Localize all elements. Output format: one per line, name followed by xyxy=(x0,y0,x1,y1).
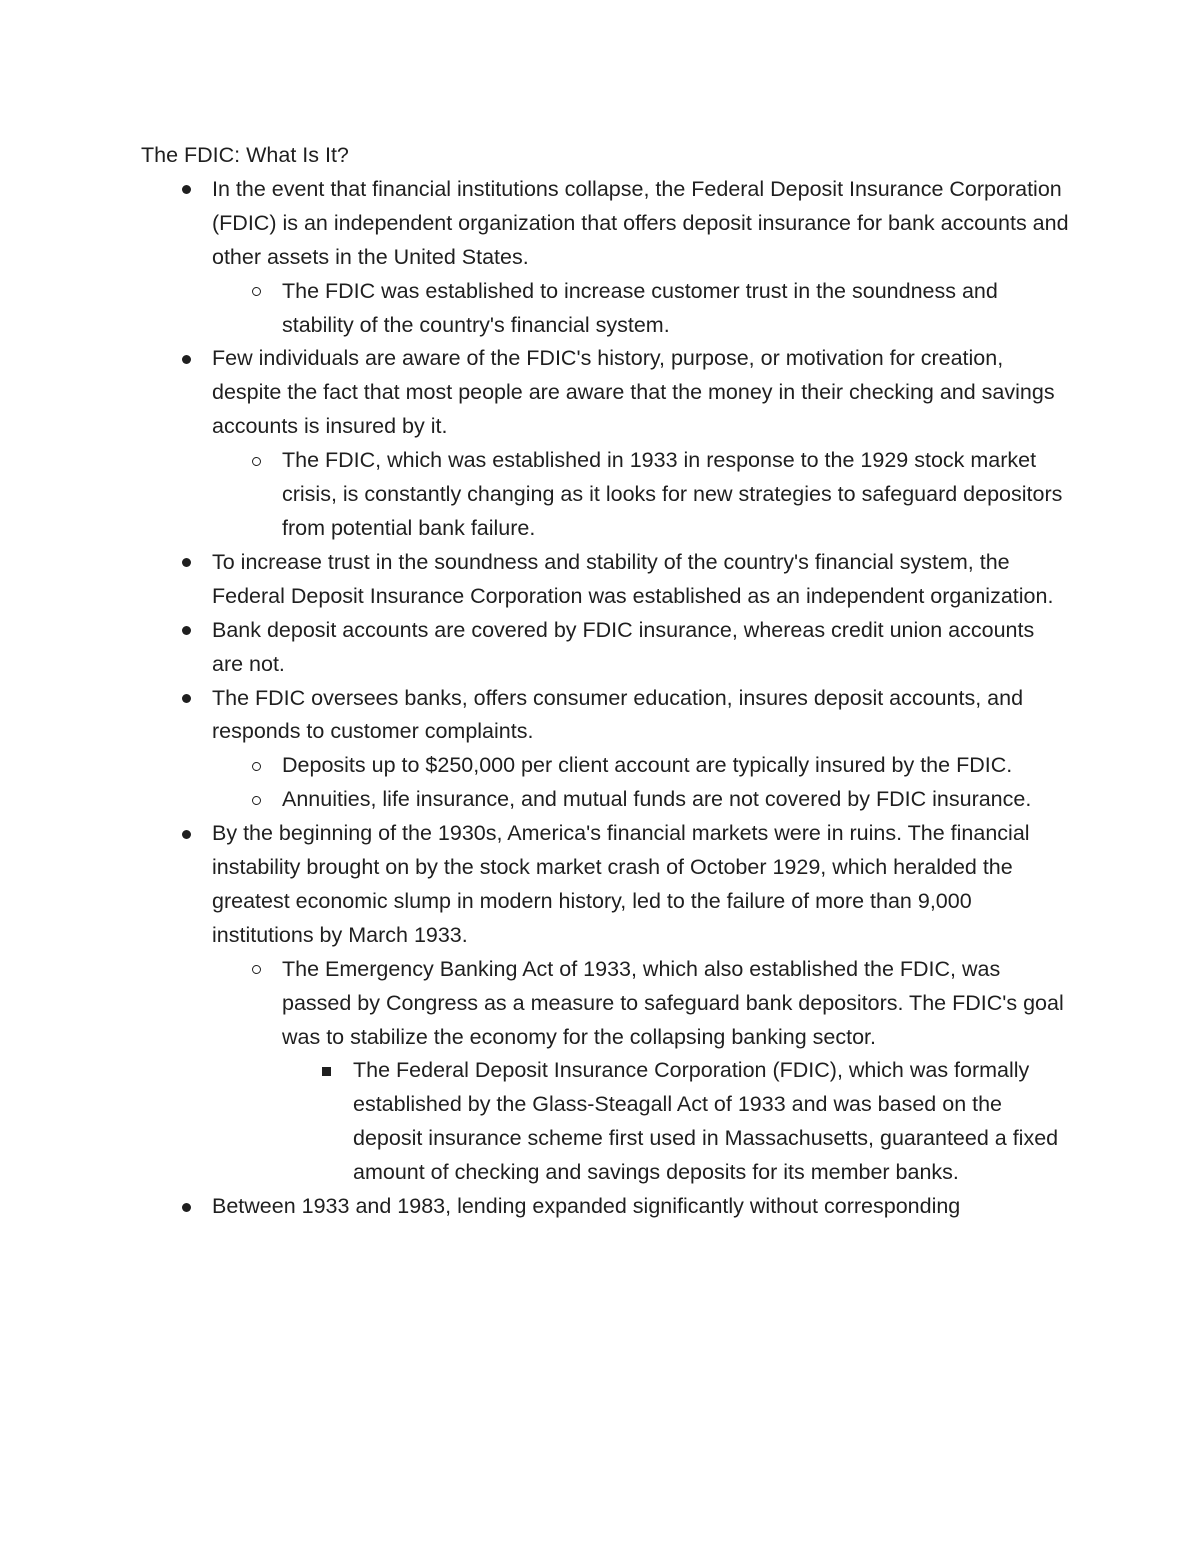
disc-bullet-icon xyxy=(178,1190,194,1224)
circle-bullet-icon xyxy=(248,953,264,987)
disc-bullet-icon xyxy=(178,173,194,207)
list-item xyxy=(141,614,1071,682)
list-item xyxy=(141,953,1071,1055)
list-item xyxy=(141,275,1071,343)
list-item xyxy=(141,783,1071,817)
list-item xyxy=(141,817,1071,953)
disc-bullet-icon xyxy=(178,546,194,580)
list-item-text: To increase trust in the soundness and stability of the country's financial system, the Federal Deposit Insurance Corporation was established as an independent organization. xyxy=(212,549,1054,608)
list-item-text: The FDIC oversees banks, offers consumer education, insures deposit accounts, and responds to customer complaints. xyxy=(212,685,1024,744)
list-item xyxy=(141,173,1071,275)
list-item-text: The Emergency Banking Act of 1933, which also established the FDIC, was passed by Congress as a measure to safeguard bank depositors. The FDIC's goal was to stabilize the economy for the collapsing banking sector. xyxy=(282,956,1064,1049)
disc-bullet-icon xyxy=(178,682,194,716)
list-item xyxy=(141,1190,1071,1224)
list-item xyxy=(141,444,1071,546)
list-item-text: By the beginning of the 1930s, America's financial markets were in ruins. The financial instability brought on by the stock market crash of October 1929, which heralded the greatest economic slump in modern history, led to the failure of more than 9,000 institutions by March 1933. xyxy=(212,821,1030,947)
list-item-text: Few individuals are aware of the FDIC's history, purpose, or motivation for creation, despite the fact that most people are aware that the money in their checking and savings accounts is insured by it. xyxy=(212,346,1055,439)
list-item xyxy=(141,546,1071,614)
list-item-text: In the event that financial institutions collapse, the Federal Deposit Insurance Corporation (FDIC) is an independent organization that offers deposit insurance for bank accounts and other assets in the United States. xyxy=(212,176,1069,269)
disc-bullet-icon xyxy=(178,614,194,648)
document-title: The FDIC: What Is It? xyxy=(141,143,349,167)
circle-bullet-icon xyxy=(248,749,264,783)
document-page xyxy=(141,139,1071,1224)
disc-bullet-icon xyxy=(178,817,194,851)
list-item-text: Bank deposit accounts are covered by FDIC insurance, whereas credit union accounts are not. xyxy=(212,617,1035,676)
list-item xyxy=(141,749,1071,783)
list-item-text: The FDIC was established to increase customer trust in the soundness and stability of the country's financial system. xyxy=(282,278,998,337)
list-item-text: The FDIC, which was established in 1933 in response to the 1929 stock market crisis, is constantly changing as it looks for new strategies to safeguard depositors from potential bank failure. xyxy=(282,448,1063,540)
circle-bullet-icon xyxy=(248,444,264,478)
list-item xyxy=(141,342,1071,444)
list-item-text: The Federal Deposit Insurance Corporation (FDIC), which was formally established by the Glass-Steagall Act of 1933 and was based on the deposit insurance scheme first used in Massachusetts, guaranteed a fixed amount of checking and savings deposits for its member banks. xyxy=(353,1058,1059,1185)
circle-bullet-icon xyxy=(248,275,264,309)
list-item-text: Deposits up to $250,000 per client account are typically insured by the FDIC. xyxy=(282,753,1013,778)
circle-bullet-icon xyxy=(248,783,264,817)
square-bullet-icon xyxy=(318,1054,334,1088)
list-item-text: Between 1933 and 1983, lending expanded significantly without corresponding xyxy=(212,1194,961,1219)
disc-bullet-icon xyxy=(178,342,194,376)
list-item-text: Annuities, life insurance, and mutual funds are not covered by FDIC insurance. xyxy=(282,787,1032,812)
list-item xyxy=(141,1054,1071,1190)
list-item xyxy=(141,682,1071,750)
